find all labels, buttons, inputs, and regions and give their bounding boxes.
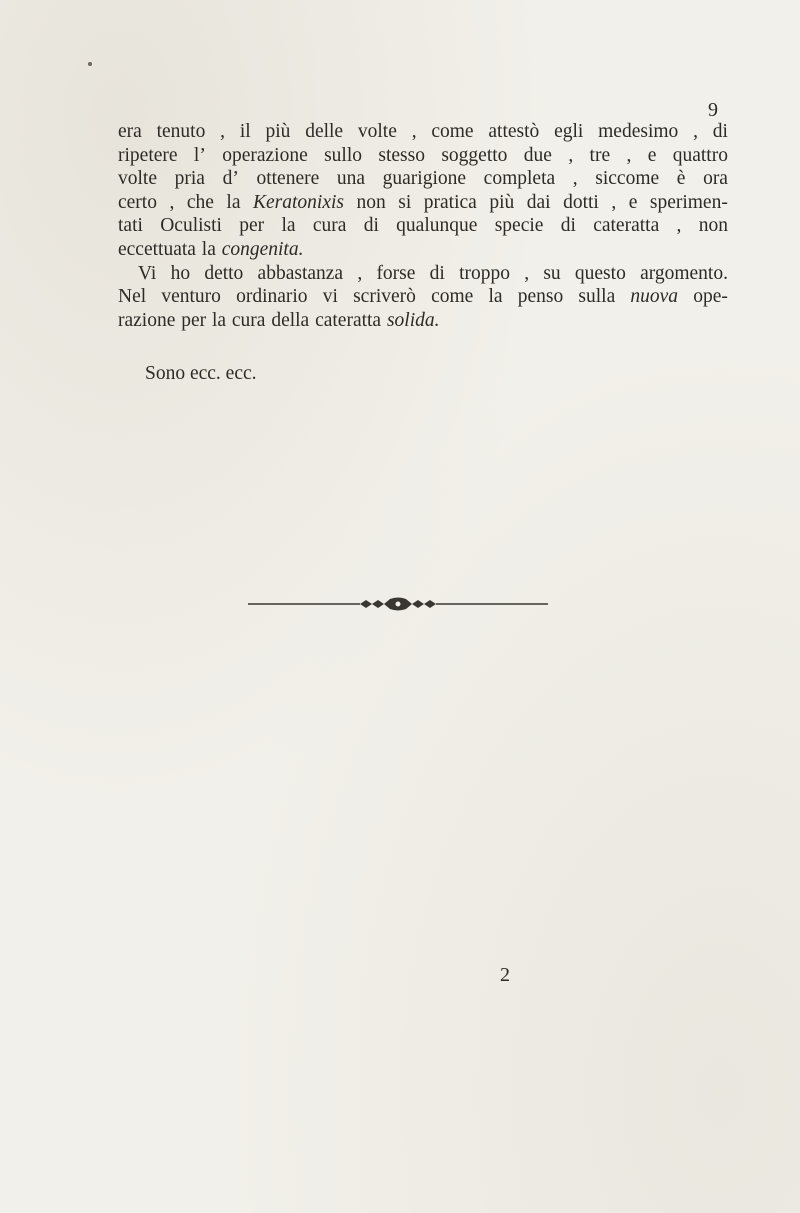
- word: per: [239, 215, 265, 237]
- word: la: [201, 238, 216, 260]
- word: forse: [376, 262, 416, 284]
- word: certo: [118, 191, 157, 213]
- word: di: [712, 121, 728, 142]
- word: ope-: [693, 286, 728, 308]
- word: cura: [231, 309, 266, 331]
- word: ripetere: [118, 144, 178, 166]
- word: cateratta: [593, 215, 660, 237]
- word: delle: [305, 121, 344, 142]
- word: che: [186, 191, 214, 213]
- word: detto: [204, 262, 244, 284]
- word: medesimo: [598, 121, 679, 142]
- text-line: [118, 285, 728, 309]
- word: ,: [572, 168, 578, 190]
- word: cateratta: [315, 309, 382, 331]
- word: congenita.: [221, 238, 304, 260]
- word: per: [181, 309, 207, 331]
- word: qualunque: [396, 215, 478, 237]
- text-line: [118, 167, 728, 191]
- word: non: [356, 191, 386, 213]
- text-line: [118, 144, 728, 168]
- word: guarigione: [382, 168, 467, 190]
- word: due: [523, 144, 552, 166]
- word: e: [628, 191, 638, 213]
- word: pratica: [423, 191, 477, 213]
- word: Oculisti: [160, 215, 222, 237]
- word: siccome: [595, 168, 660, 190]
- word: razione: [118, 309, 176, 331]
- word: troppo: [459, 262, 510, 284]
- word: la: [211, 309, 227, 331]
- word: ,: [568, 144, 574, 166]
- word: scriverò: [353, 286, 416, 308]
- word: ottenere: [256, 168, 320, 190]
- word: si: [398, 191, 412, 213]
- word: Nel: [118, 286, 147, 308]
- word: d’: [222, 168, 239, 190]
- text-line: [118, 309, 728, 333]
- word: la: [226, 191, 241, 213]
- word: specie: [494, 215, 544, 237]
- word: la: [281, 215, 296, 237]
- word: venturo: [161, 286, 221, 308]
- word: ,: [524, 262, 530, 284]
- word: ,: [357, 262, 363, 284]
- text-line: [118, 238, 728, 262]
- closing-formula: Sono ecc. ecc.: [145, 363, 257, 384]
- word: ,: [411, 121, 417, 142]
- word: attestò: [488, 121, 540, 142]
- word: ,: [220, 121, 226, 142]
- word: di: [363, 215, 379, 237]
- word: completa: [483, 168, 556, 190]
- word: era: [118, 121, 142, 142]
- word: pria: [174, 168, 205, 190]
- word: stesso: [378, 144, 425, 166]
- text-line: [118, 262, 728, 286]
- word: più: [265, 121, 291, 142]
- word: della: [271, 309, 310, 331]
- word: egli: [554, 121, 584, 142]
- word: penso: [517, 286, 564, 308]
- word: cura: [312, 215, 347, 237]
- word: argomento.: [640, 262, 728, 284]
- word: tati: [118, 215, 143, 237]
- word: ,: [626, 144, 632, 166]
- body-text: [118, 120, 728, 332]
- word: abbastanza: [257, 262, 344, 284]
- word: solida.: [386, 309, 440, 331]
- word: eccettuata: [118, 238, 196, 260]
- word: tenuto: [156, 121, 206, 142]
- word: sperimen-: [649, 191, 728, 213]
- word: tre: [589, 144, 611, 166]
- word: sullo: [324, 144, 363, 166]
- word: volte: [357, 121, 397, 142]
- word: una: [336, 168, 366, 190]
- word: soggetto: [441, 144, 508, 166]
- word: ordinario: [236, 286, 308, 308]
- text-line: [118, 191, 728, 215]
- word: su: [543, 262, 561, 284]
- word: quattro: [672, 144, 728, 166]
- word: nuova: [630, 286, 679, 308]
- word: la: [488, 286, 503, 308]
- ink-speck: [88, 62, 92, 66]
- word: ,: [611, 191, 617, 213]
- word: Vi: [138, 262, 157, 284]
- decorative-rule-ornament: [248, 596, 548, 612]
- word: l’: [193, 144, 206, 166]
- word: vi: [322, 286, 338, 308]
- signature-mark: 2: [500, 964, 510, 986]
- word: ho: [170, 262, 191, 284]
- word: ora: [703, 168, 728, 190]
- word: come: [431, 121, 474, 142]
- word: ,: [676, 215, 682, 237]
- text-line: [118, 120, 728, 144]
- word: il: [239, 121, 251, 142]
- word: come: [431, 286, 474, 308]
- word: è: [676, 168, 686, 190]
- word: di: [429, 262, 445, 284]
- word: più: [489, 191, 515, 213]
- word: questo: [574, 262, 626, 284]
- word: dai: [526, 191, 551, 213]
- word: non: [698, 215, 728, 237]
- word: ,: [169, 191, 175, 213]
- page-number: 9: [708, 99, 718, 121]
- text-line: [118, 214, 728, 238]
- word: volte: [118, 168, 157, 190]
- word: dotti: [563, 191, 599, 213]
- word: operazione: [222, 144, 308, 166]
- word: e: [647, 144, 657, 166]
- word: sulla: [578, 286, 616, 308]
- word: ,: [693, 121, 698, 142]
- word: di: [560, 215, 576, 237]
- word: Keratonixis: [253, 191, 344, 213]
